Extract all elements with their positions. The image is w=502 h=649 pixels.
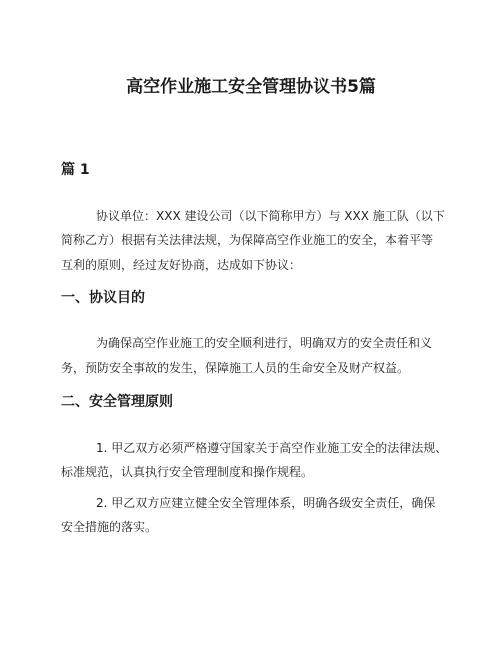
intro-line: 互利的原则，经过友好协商，达成如下协议： <box>61 258 302 272</box>
principle-line: 安全措施的落实。 <box>61 520 158 534</box>
section-heading-principles: 二、安全管理原则 <box>61 394 173 410</box>
intro-line: 协议单位：XXX 建设公司（以下简称甲方）与 XXX 施工队（以下 <box>96 209 445 223</box>
purpose-line: 为确保高空作业施工的安全顺利进行，明确双方的安全责任和义 <box>96 336 433 350</box>
document-title: 高空作业施工安全管理协议书5篇 <box>126 77 376 97</box>
section-heading-purpose: 一、协议目的 <box>61 290 145 306</box>
intro-line: 简称乙方）根据有关法律法规，为保障高空作业施工的安全，本着平等 <box>61 233 434 247</box>
part-heading: 篇 1 <box>61 162 90 178</box>
purpose-line: 务，预防安全事故的发生，保障施工人员的生命安全及财产权益。 <box>61 361 410 375</box>
principle-line: 标准规范，认真执行安全管理制度和操作规程。 <box>61 465 314 479</box>
principle-line: 2. 甲乙双方应建立健全安全管理体系，明确各级安全责任，确保 <box>96 496 436 510</box>
principle-line: 1. 甲乙双方必须严格遵守国家关于高空作业施工安全的法律法规、 <box>96 441 448 455</box>
